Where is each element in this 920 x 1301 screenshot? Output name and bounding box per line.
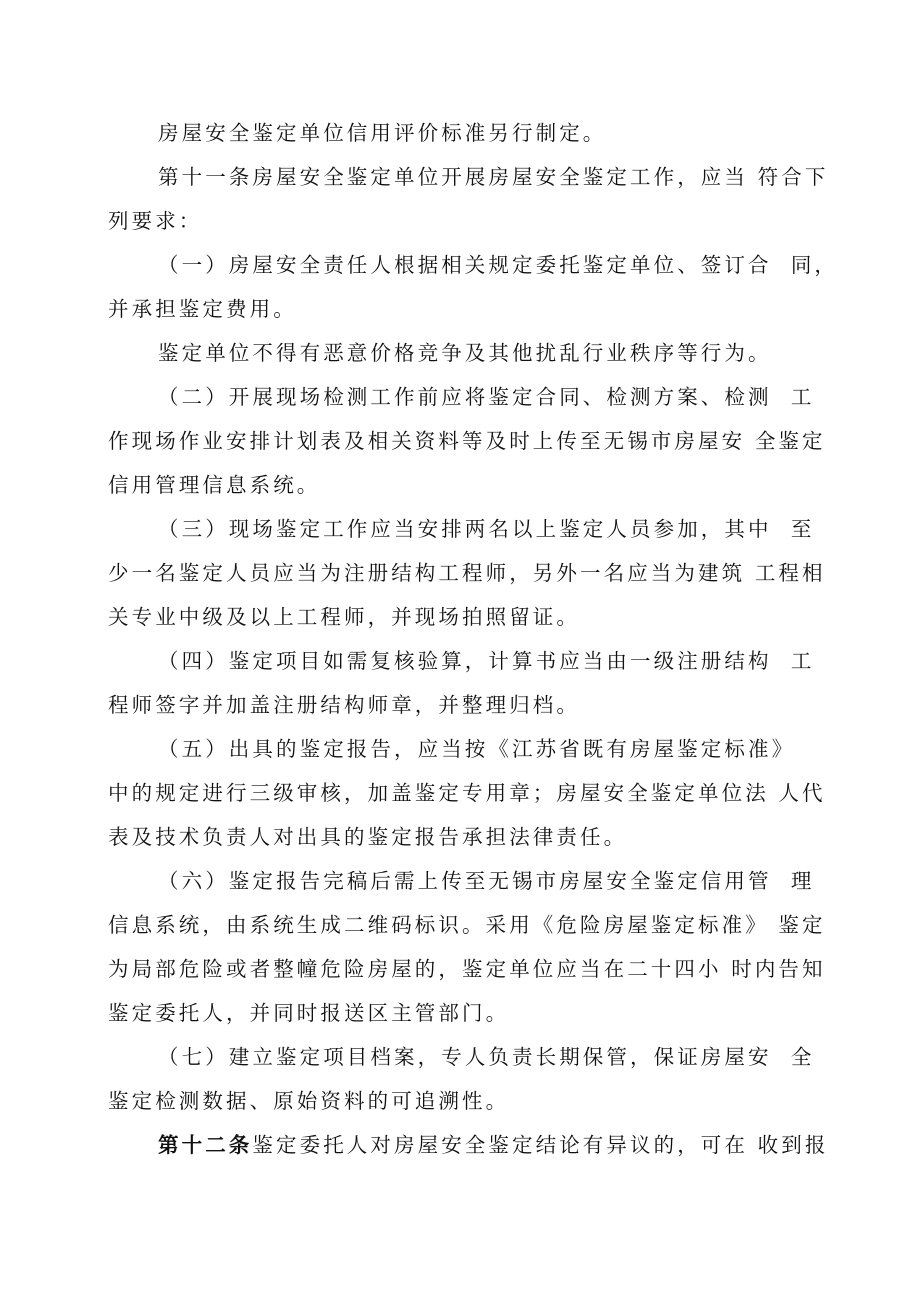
paragraph-line: （七）建立鉴定项目档案，专人负责长期保管，保证房屋安 全	[158, 1045, 815, 1069]
article-line	[158, 1130, 828, 1160]
paragraph-line: 信用管理信息系统。	[108, 473, 321, 497]
paragraph-line: （二）开展现场检测工作前应将鉴定合同、检测方案、检测 工	[158, 385, 815, 409]
paragraph-line: 信息系统，由系统生成二维码标识。采用《危险房屋鉴定标准》 鉴定	[108, 913, 826, 937]
paragraph-line: 为局部危险或者整幢危险房屋的，鉴定单位应当在二十四小 时内告知	[108, 957, 826, 981]
paragraph-line: （五）出具的鉴定报告，应当按《江苏省既有房屋鉴定标准》	[158, 737, 796, 761]
paragraph-line: 第十一条房屋安全鉴定单位开展房屋安全鉴定工作，应当 符合下	[158, 165, 829, 189]
paragraph-line: （三）现场鉴定工作应当安排两名以上鉴定人员参加，其中 至	[158, 517, 815, 541]
paragraph-line: 关专业中级及以上工程师，并现场拍照留证。	[108, 605, 580, 629]
paragraph-line: 程师签字并加盖注册结构师章，并整理归档。	[108, 693, 580, 717]
paragraph-line: 表及技术负责人对出具的鉴定报告承担法律责任。	[108, 825, 628, 849]
paragraph-line: 房屋安全鉴定单位信用评价标准另行制定。	[158, 121, 607, 145]
paragraph-line: 少一名鉴定人员应当为注册结构工程师，另外一名应当为建筑 工程相	[108, 561, 826, 585]
paragraph-line: （六）鉴定报告完稿后需上传至无锡市房屋安全鉴定信用管 理	[158, 869, 815, 893]
paragraph-line: 鉴定检测数据、原始资料的可追溯性。	[108, 1089, 510, 1113]
paragraph-line: 中的规定进行三级审核，加盖鉴定专用章；房屋安全鉴定单位法 人代	[108, 781, 826, 805]
paragraph-line: 鉴定单位不得有恶意价格竞争及其他扰乱行业秩序等行为。	[158, 341, 772, 365]
paragraph-line: 列要求：	[108, 209, 203, 233]
paragraph-line: 并承担鉴定费用。	[108, 297, 297, 321]
paragraph-line: 鉴定委托人，并同时报送区主管部门。	[108, 1001, 510, 1025]
article-number: 第十二条	[158, 1133, 253, 1157]
article-text: 鉴定委托人对房屋安全鉴定结论有异议的，可在 收到报	[252, 1133, 829, 1157]
paragraph-line: （一）房屋安全责任人根据相关规定委托鉴定单位、签订合 同，	[158, 253, 839, 277]
paragraph-line: 作现场作业安排计划表及相关资料等及时上传至无锡市房屋安 全鉴定	[108, 429, 826, 453]
paragraph-line: （四）鉴定项目如需复核验算，计算书应当由一级注册结构 工	[158, 649, 815, 673]
